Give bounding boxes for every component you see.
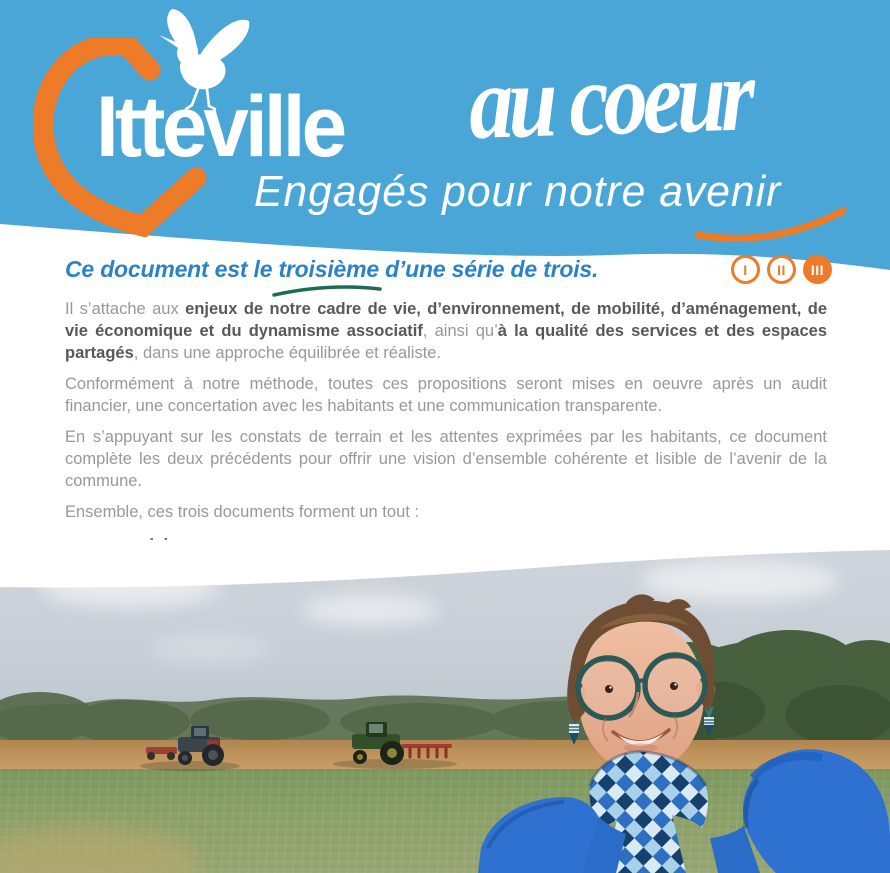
intro-heading-text: Ce document est le troisième d’une série de trois. xyxy=(65,256,599,282)
series-badge-2: II xyxy=(767,255,796,284)
intro-paragraph-4: Ensemble, ces trois documents forment un tout : xyxy=(65,503,420,521)
photo-top-wave xyxy=(0,540,890,600)
logo-title: Itteville xyxy=(96,79,344,175)
tractor-right-icon xyxy=(333,722,457,769)
subtitle-underline-swoosh xyxy=(688,198,853,246)
intro-paragraph-3: En s’appuyant sur les constats de terrain et les attentes exprimées par les habitants, ce document complète les deux précédents pour offrir une vision d’ensemble cohérente et lisible de l’avenir de la commune. xyxy=(65,428,827,490)
heading-underline-swoosh xyxy=(270,281,385,299)
series-badge-1: I xyxy=(731,255,760,284)
intro-paragraph-1: Il s’attache aux enjeux de notre cadre de vie, d’environnement, de mobilité, d’aménagement, de vie économique et du dynamisme associatif, ainsi qu’à la qualité des services et des espaces partagés, dans une approche équilibrée et réaliste. xyxy=(65,300,827,362)
logo-subtitle: Engagés pour notre avenir xyxy=(254,167,782,216)
logo-script-title: au coeur xyxy=(467,37,752,161)
candidate-portrait xyxy=(478,590,890,873)
intro-paragraph-2: Conformément à notre méthode, toutes ces propositions seront mises en oeuvre après un audit financier, une concertation avec les habitants et une communication transparente. xyxy=(65,375,827,415)
series-badge-3-active: III xyxy=(803,255,832,284)
photo-banner xyxy=(0,540,890,873)
tractor-left-icon xyxy=(140,726,240,771)
intro-heading xyxy=(65,254,827,284)
